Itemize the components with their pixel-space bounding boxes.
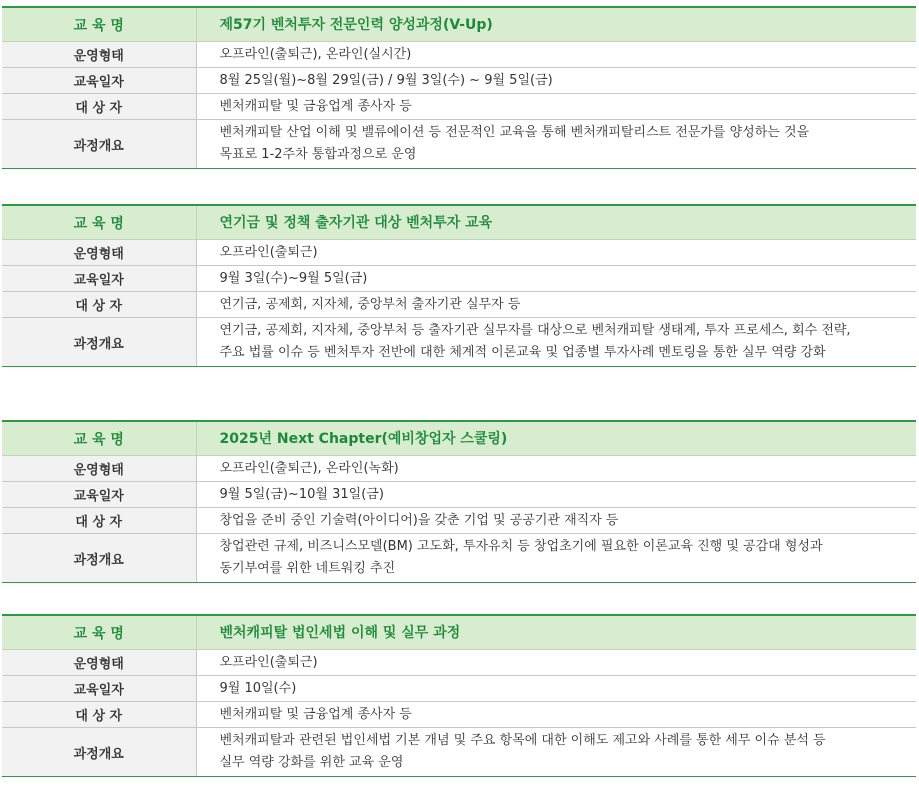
course-name-label: 교 육 명 xyxy=(2,615,196,650)
overview-value xyxy=(196,534,916,583)
target-label: 대 상 자 xyxy=(2,508,196,534)
format-value: 오프라인(출퇴근), 온라인(녹화) xyxy=(196,456,916,482)
dates-label: 교육일자 xyxy=(2,482,196,508)
overview-line-1: 창업관련 규제, 비즈니스모델(BM) 고도화, 투자유치 등 창업초기에 필요한 이론교육 진행 및 공감대 형성과 xyxy=(219,539,823,554)
dates-value: 8월 25일(월)~8월 29일(금) / 9월 3일(수) ~ 9월 5일(금) xyxy=(196,68,916,94)
target-value: 창업을 준비 중인 기술력(아이디어)을 갖춘 기업 및 공공기관 재직자 등 xyxy=(196,508,916,534)
course-title-row xyxy=(2,205,916,240)
overview-line-2: 목표로 1-2주차 통합과정으로 운영 xyxy=(219,147,417,162)
dates-label: 교육일자 xyxy=(2,266,196,292)
format-label: 운영형태 xyxy=(2,42,196,68)
format-row xyxy=(2,456,916,482)
overview-label: 과정개요 xyxy=(2,534,196,583)
overview-label: 과정개요 xyxy=(2,728,196,777)
format-label: 운영형태 xyxy=(2,650,196,676)
target-label: 대 상 자 xyxy=(2,94,196,120)
overview-value xyxy=(196,318,916,367)
overview-row xyxy=(2,120,916,169)
target-value: 연기금, 공제회, 지자체, 중앙부처 출자기관 실무자 등 xyxy=(196,292,916,318)
overview-line-2: 실무 역량 강화를 위한 교육 운영 xyxy=(219,755,404,770)
format-row xyxy=(2,240,916,266)
overview-value xyxy=(196,728,916,777)
overview-row xyxy=(2,318,916,367)
course-title: 연기금 및 정책 출자기관 대상 벤처투자 교육 xyxy=(196,205,916,240)
format-label: 운영형태 xyxy=(2,240,196,266)
target-row xyxy=(2,702,916,728)
course-table xyxy=(2,6,916,169)
target-row xyxy=(2,292,916,318)
target-row xyxy=(2,94,916,120)
course-table xyxy=(2,204,916,367)
target-label: 대 상 자 xyxy=(2,702,196,728)
dates-row xyxy=(2,266,916,292)
overview-line-2: 동기부여를 위한 네트워킹 추진 xyxy=(219,561,396,576)
overview-value xyxy=(196,120,916,169)
course-title: 벤처캐피탈 법인세법 이해 및 실무 과정 xyxy=(196,615,916,650)
target-value: 벤처캐피탈 및 금융업계 종사자 등 xyxy=(196,94,916,120)
overview-line-1: 벤처캐피탈 산업 이해 및 밸류에이션 등 전문적인 교육을 통해 벤처캐피탈리스트 전문가를 양성하는 것을 xyxy=(219,125,810,140)
course-table xyxy=(2,614,916,777)
course-title: 제57기 벤처투자 전문인력 양성과정(V-Up) xyxy=(196,7,916,42)
dates-label: 교육일자 xyxy=(2,676,196,702)
overview-line-1: 연기금, 공제회, 지자체, 중앙부처 등 출자기관 실무자를 대상으로 벤처캐피탈 생태계, 투자 프로세스, 회수 전략, xyxy=(219,323,851,338)
target-row xyxy=(2,508,916,534)
course-name-label: 교 육 명 xyxy=(2,421,196,456)
target-value: 벤처캐피탈 및 금융업계 종사자 등 xyxy=(196,702,916,728)
format-value: 오프라인(출퇴근), 온라인(실시간) xyxy=(196,42,916,68)
overview-line-2: 주요 법률 이슈 등 벤처투자 전반에 대한 체계적 이론교육 및 업종별 투자사례 멘토링을 통한 실무 역량 강화 xyxy=(219,345,826,360)
overview-line-1: 벤처캐피탈과 관련된 법인세법 기본 개념 및 주요 항목에 대한 이해도 제고와 사례를 통한 세무 이슈 분석 등 xyxy=(219,733,826,748)
format-row xyxy=(2,650,916,676)
course-title-row xyxy=(2,421,916,456)
course-name-label: 교 육 명 xyxy=(2,205,196,240)
course-table xyxy=(2,420,916,583)
overview-row xyxy=(2,534,916,583)
course-title-row xyxy=(2,7,916,42)
dates-row xyxy=(2,482,916,508)
overview-label: 과정개요 xyxy=(2,318,196,367)
dates-value: 9월 3일(수)~9월 5일(금) xyxy=(196,266,916,292)
format-label: 운영형태 xyxy=(2,456,196,482)
dates-value: 9월 5일(금)~10월 31일(금) xyxy=(196,482,916,508)
dates-label: 교육일자 xyxy=(2,68,196,94)
course-name-label: 교 육 명 xyxy=(2,7,196,42)
format-value: 오프라인(출퇴근) xyxy=(196,240,916,266)
dates-value: 9월 10일(수) xyxy=(196,676,916,702)
format-row xyxy=(2,42,916,68)
dates-row xyxy=(2,676,916,702)
target-label: 대 상 자 xyxy=(2,292,196,318)
course-title: 2025년 Next Chapter(예비창업자 스쿨링) xyxy=(196,421,916,456)
overview-row xyxy=(2,728,916,777)
overview-label: 과정개요 xyxy=(2,120,196,169)
dates-row xyxy=(2,68,916,94)
course-title-row xyxy=(2,615,916,650)
format-value: 오프라인(출퇴근) xyxy=(196,650,916,676)
